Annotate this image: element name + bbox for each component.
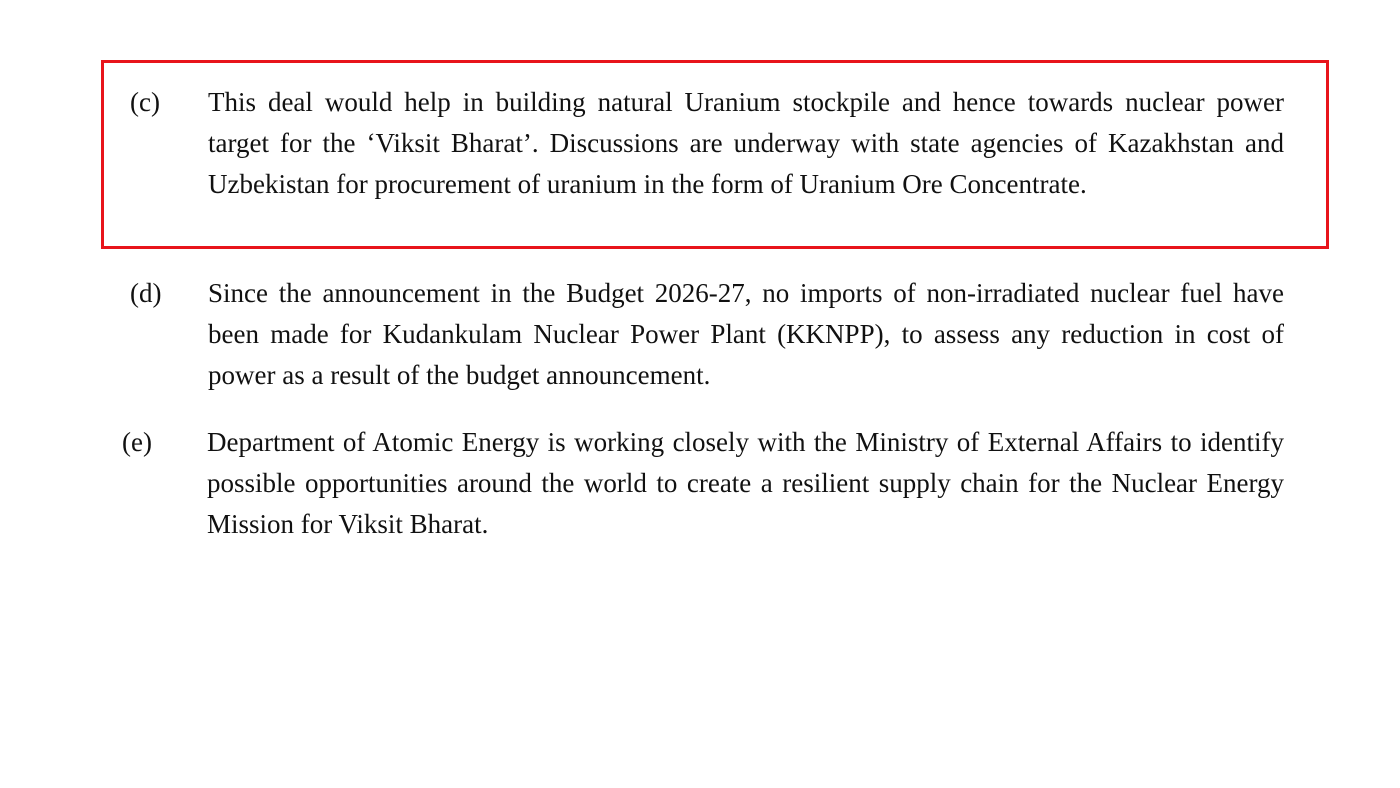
item-paragraph: Department of Atomic Energy is working closely with the Ministry of External Affairs to identify possible opportunities around the world to create a resilient supply chain for the Nuclear Energy Mission for Viksit Bharat. [207,427,1284,539]
item-paragraph: Since the announcement in the Budget 2026-27, no imports of non-irradiated nuclear fuel have been made for Kudankulam Nuclear Power Plant (KKNPP), to assess any reduction in cost of power as a result of the budget announcement. [208,278,1284,390]
item-label: (c) [130,87,160,117]
item-paragraph: This deal would help in building natural Uranium stockpile and hence towards nuclear power target for the ‘Viksit Bharat’. Discussions are underway with state agencies of Kazakhstan and Uzbekistan for procurement of uranium in the form of Uranium Ore Concentrate. [208,87,1284,199]
item-label: (d) [130,278,162,308]
item-label: (e) [122,427,152,457]
